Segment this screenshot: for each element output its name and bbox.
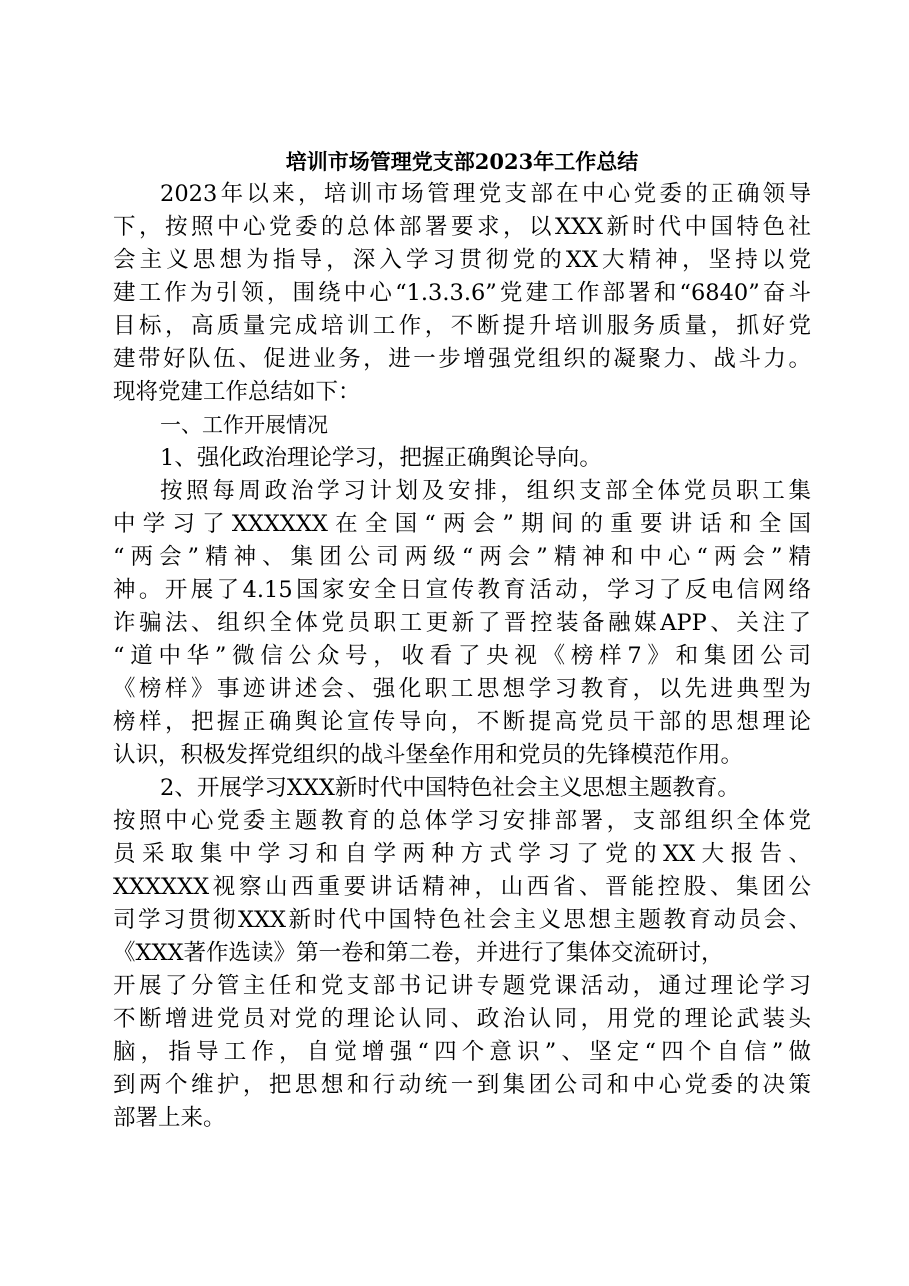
text-line: 司学习贯彻XXX新时代中国特色社会主义思想主题教育动员会、 <box>113 907 811 933</box>
text-line: 建工作为引领，围绕中心“1.3.3.6”党建工作部署和“6840”奋斗 <box>113 280 811 306</box>
text-line: 部署上来。 <box>113 1105 226 1131</box>
text-line: 神。开展了4.15国家安全日宣传教育活动，学习了反电信网络 <box>113 577 811 603</box>
text-line: 开展了分管主任和党支部书记讲专题党课活动，通过理论学习 <box>113 973 811 999</box>
section-heading: 一、工作开展情况 <box>160 413 328 437</box>
paragraph-item1 <box>113 475 811 772</box>
text-line: 中学习了XXXXXX在全国“两会”期间的重要讲话和全国 <box>113 511 811 537</box>
document-title: 培训市场管理党支部2023年工作总结 <box>285 149 639 174</box>
document-body <box>113 146 811 1135</box>
text-line: XXXXXX视察山西重要讲话精神，山西省、晋能控股、集团公 <box>113 874 811 900</box>
text-line: “两会”精神、集团公司两级“两会”精神和中心“两会”精 <box>113 544 811 570</box>
text-line: 按照中心党委主题教育的总体学习安排部署，支部组织全体党 <box>113 808 811 834</box>
text-line: 榜样，把握正确舆论宣传导向，不断提高党员干部的思想理论 <box>113 709 811 735</box>
text-line: 建带好队伍、促进业务，进一步增强党组织的凝聚力、战斗力。 <box>113 346 811 372</box>
text-line: 《榜样》事迹讲述会、强化职工思想学习教育，以先进典型为 <box>113 676 811 702</box>
text-line: 脑，指导工作，自觉增强“四个意识”、坚定“四个自信”做 <box>113 1039 811 1065</box>
text-line: 《XXX著作选读》第一卷和第二卷，并进行了集体交流研讨， <box>113 940 724 966</box>
paragraph-item2 <box>113 772 811 1135</box>
text-line: 2023年以来，培训市场管理党支部在中心党委的正确领导 <box>160 181 811 207</box>
text-line: 员采取集中学习和自学两种方式学习了党的XX大报告、 <box>113 841 811 867</box>
text-line: 2、开展学习XXX新时代中国特色社会主义思想主题教育。 <box>160 775 740 801</box>
text-line: 现将党建工作总结如下： <box>113 379 361 405</box>
text-line: 下，按照中心党委的总体部署要求，以XXX新时代中国特色社 <box>113 214 811 240</box>
item-heading: 1、强化政治理论学习，把握正确舆论导向。 <box>160 445 602 471</box>
text-line: 按照每周政治学习计划及安排，组织支部全体党员职工集 <box>160 478 811 504</box>
text-line: 到两个维护，把思想和行动统一到集团公司和中心党委的决策 <box>113 1072 811 1098</box>
text-line: 认识，积极发挥党组织的战斗堡垒作用和党员的先锋模范作用。 <box>113 742 744 768</box>
text-line: 不断增进党员对党的理论认同、政治认同，用党的理论武装头 <box>113 1006 811 1032</box>
text-line: 诈骗法、组织全体党员职工更新了晋控装备融媒APP、关注了 <box>113 610 811 636</box>
text-line: “道中华”微信公众号，收看了央视《榜样7》和集团公司 <box>113 643 811 669</box>
text-line: 目标，高质量完成培训工作，不断提升培训服务质量，抓好党 <box>113 313 811 339</box>
text-line: 会主义思想为指导，深入学习贯彻党的XX大精神，坚持以党 <box>113 247 811 273</box>
paragraph-intro <box>113 178 811 409</box>
